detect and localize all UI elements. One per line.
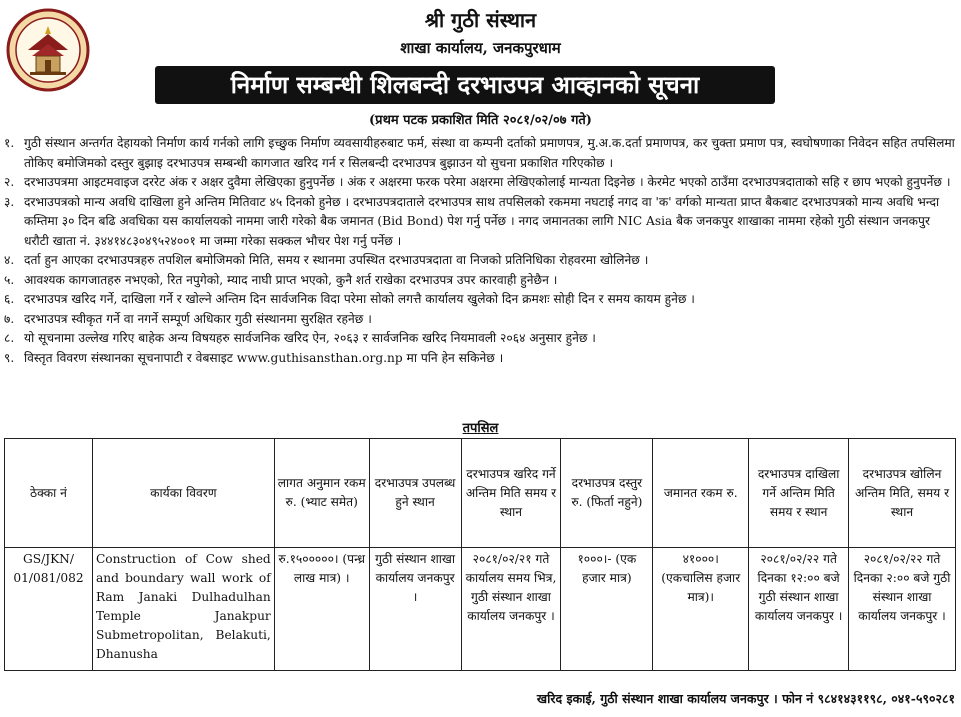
clause-item xyxy=(4,329,956,349)
col-header-contract-no: ठेक्का नं xyxy=(5,439,93,548)
cell-submission-deadline: २०८१/०२/२२ गते दिनका १२:०० बजे गुठी संस्थान शाखा कार्यालय जनकपुर । xyxy=(749,548,849,671)
table-header-row xyxy=(5,439,956,548)
clause-text: आवश्यक कागजातहरु नभएको, रित नपुगेको, म्याद नाघी प्राप्त भएको, कुनै शर्त राखेका दरभाउपत्र उपर कारवाही हुनेछैन । xyxy=(24,272,558,287)
clause-item xyxy=(4,310,956,330)
clause-number: ४. xyxy=(4,253,15,267)
table-row xyxy=(5,548,956,671)
cell-bid-bond: ४१०००। (एकचालिस हजार मात्र)। xyxy=(653,548,749,671)
clause-number: ८. xyxy=(4,331,15,345)
cell-fee: १०००।- (एक हजार मात्र) xyxy=(561,548,653,671)
col-header-submission-deadline: दरभाउपत्र दाखिला गर्ने अन्तिम मिति समय र स्थान xyxy=(749,439,849,548)
clause-text: दर्ता हुन आएका दरभाउपत्रहरु तपशिल बमोजिमको मिति, समय र स्थानमा उपस्थित दरभाउपत्रदाता वा निजको प्रतिनिधिका रोहवरमा खोलिनेछ । xyxy=(24,253,649,267)
clause-item xyxy=(4,193,956,252)
footer-contact: खरिद इकाई, गुठी संस्थान शाखा कार्यालय जनकपुर । फोन नं ९८४१४३११९८, ०४१-५९०२८१ xyxy=(536,691,955,706)
clause-item xyxy=(4,349,956,369)
cell-contract-no: GS/JKN/ 01/081/082 xyxy=(5,548,93,671)
col-header-opening-date: दरभाउपत्र खोलिन अन्तिम मिति, समय र स्थान xyxy=(849,439,956,548)
notice-title: निर्माण सम्बन्धी शिलबन्दी दरभाउपत्र आव्हानको सूचना xyxy=(155,66,775,104)
col-header-work-description: कार्यका विवरण xyxy=(92,439,274,548)
cell-opening-date: २०८१/०२/२२ गते दिनका २:०० बजे गुठी संस्थान शाखा कार्यालय जनकपुर । xyxy=(849,548,956,671)
schedule-heading: तपसिल xyxy=(462,421,499,436)
clause-number: १. xyxy=(4,136,15,150)
clause-item xyxy=(4,290,956,310)
col-header-bid-bond: जमानत रकम रु. xyxy=(653,439,749,548)
publish-date: (प्रथम पटक प्रकाशित मिति २०८१/०२/०७ गते) xyxy=(369,113,592,128)
clause-item xyxy=(4,271,956,291)
schedule-table xyxy=(4,438,956,671)
col-header-purchase-deadline: दरभाउपत्र खरिद गर्ने अन्तिम मिति समय र स्थान xyxy=(461,439,561,548)
cell-cost-estimate: रु.१५०००००। (पन्ध्र लाख मात्र) । xyxy=(274,548,369,671)
clause-text: दरभाउपत्र खरिद गर्ने, दाखिला गर्ने र खोल्ने अन्तिम दिन सार्वजनिक विदा परेमा सोको लगत्तै कार्यालय खुलेको दिन क्रमशः सोही दिन र समय कायम हुनेछ । xyxy=(24,292,695,306)
clause-number: ५. xyxy=(4,272,15,287)
clause-text: दरभाउपत्रमा आइटमवाइज दररेट अंक र अक्षर दुवैमा लेखिएका हुनुपर्नेछ । अंक र अक्षरमा फरक परेमा अक्षरमा लेखिएकोलाई मान्यता दिइनेछ । केरमेट भएको ठाउँमा दरभाउपत्रदाताको सहि र छाप भएको हुनुपर्नेछ । xyxy=(24,175,951,189)
clause-number: ६. xyxy=(4,292,15,306)
col-header-available-place: दरभाउपत्र उपलब्ध हुने स्थान xyxy=(369,439,461,548)
clause-text: विस्तृत विवरण संस्थानका सूचनापाटी र वेबसाइट www.guthisansthan.org.np मा पनि हेन सकिनेछ । xyxy=(24,350,504,365)
clause-text: यो सूचनामा उल्लेख गरिए बाहेक अन्य विषयहरु सार्वजनिक खरिद ऐन, २०६३ र सार्वजनिक खरिद नियमावली २०६४ अनुसार हुनेछ । xyxy=(24,331,596,345)
clause-number: ९. xyxy=(4,350,15,365)
clause-text: गुठी संस्थान अन्तर्गत देहायको निर्माण कार्य गर्नको लागि इच्छुक निर्माण व्यवसायीहरुबाट फर्म, संस्था वा कम्पनी दर्ताको प्रमाणपत्र, मु.अ.क.दर्ता प्रमाणपत्र, कर चुक्ता प्रमाण पत्र, स्वघोषणाका निवेदन सहित तपसिलमा तोकिए बमोजिमको दस्तुर बुझाइ दरभाउपत्र सम्बन्धी कागजात खरिद गर्न र सिलबन्दी दरभाउपत्र बुझाउन यो सुचना प्रकाशित गरिएकोछ । xyxy=(24,136,955,170)
clause-item xyxy=(4,173,956,193)
branch-office: शाखा कार्यालय, जनकपुरधाम xyxy=(400,39,561,57)
cell-available-place: गुठी संस्थान शाखा कार्यालय जनकपुर । xyxy=(369,548,461,671)
clause-number: ७. xyxy=(4,311,15,326)
clause-item xyxy=(4,134,956,173)
cell-work-description: Construction of Cow shed and boundary wall work of Ram Janaki Dulhadulhan Temple Janakpur Submetropolitan, Belakuti, Dhanusha xyxy=(92,548,274,671)
col-header-fee: दरभाउपत्र दस्तुर रु. (फिर्ता नहुने) xyxy=(561,439,653,548)
col-header-cost-estimate: लागत अनुमान रकम रु. (भ्याट समेत) xyxy=(274,439,369,548)
clause-text: दरभाउपत्रको मान्य अवधि दाखिला हुने अन्तिम मितिवाट ४५ दिनको हुनेछ । दरभाउपत्रदाताले दरभाउपत्र साथ तपसिलको रकममा नघटाई नगद वा 'क' वर्गको मान्यता प्राप्त बैकबाट दरभाउपत्रको मान्य अवधि भन्दा कम्तिमा ३० दिन बढि अवधिका यस कार्यालयको नाममा जारी गरेको बैक जमानत (Bid Bond) पेश गर्नु पर्नेछ । नगद जमानतका लागि NIC Asia बैक जनकपुर शाखाका नाममा रहेको गुठी संस्थान जनकपुर धरौटी खाता नं. ३४४१४८३०४९५२४००१ मा जम्मा गरेका सक्कल भौचर पेश गर्नु पर्नेछ । xyxy=(24,194,940,248)
clause-list xyxy=(4,134,956,368)
clause-text: दरभाउपत्र स्वीकृत गर्ने वा नगर्ने सम्पूर्ण अधिकार गुठी संस्थानमा सुरक्षित रहनेछ । xyxy=(24,311,372,326)
clause-number: २. xyxy=(4,175,15,189)
clause-item xyxy=(4,251,956,271)
cell-purchase-deadline: २०८१/०२/२१ गते कार्यालय समय भित्र, गुठी संस्थान शाखा कार्यालय जनकपुर । xyxy=(461,548,561,671)
clause-number: ३. xyxy=(4,194,15,209)
org-name: श्री गुठी संस्थान xyxy=(424,8,537,32)
